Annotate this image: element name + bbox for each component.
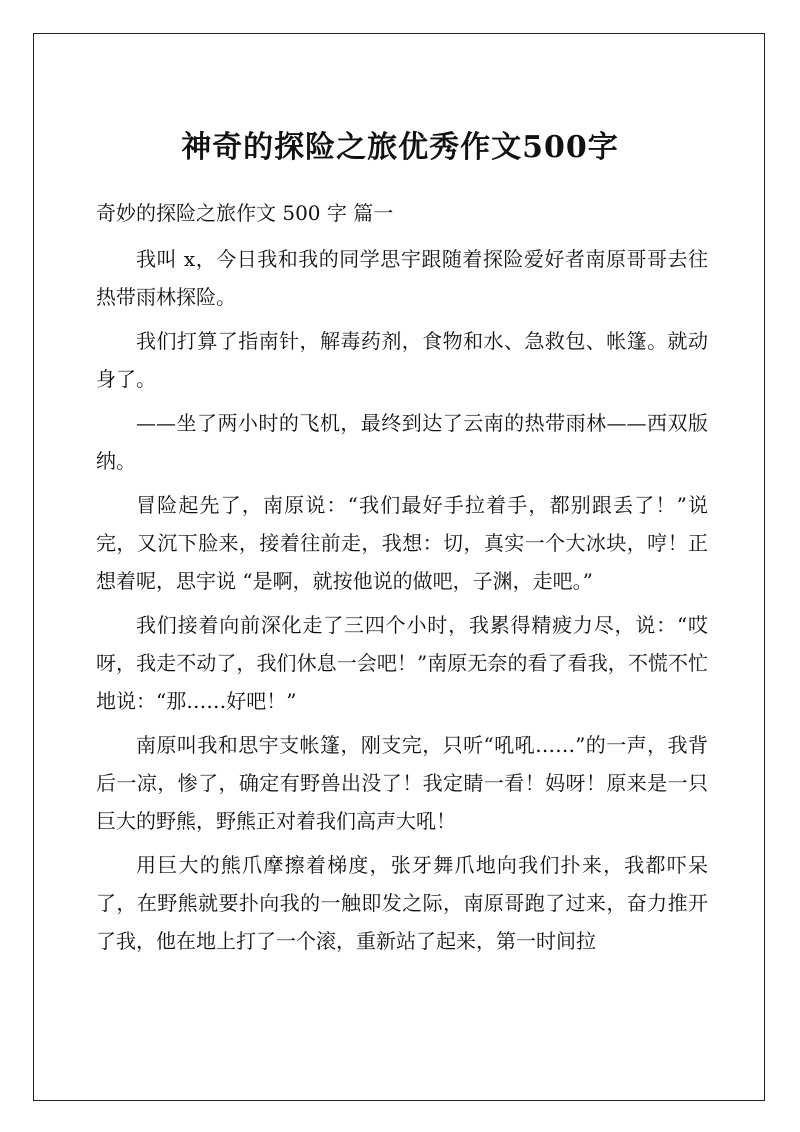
paragraph: ——坐了两小时的飞机，最终到达了云南的热带雨林——西双版纳。 [96,411,708,473]
document-title: 神奇的探险之旅优秀作文500字 [181,130,619,165]
paragraph: 我们打算了指南针，解毒药剂，食物和水、急救包、帐篷。就动身了。 [96,329,708,391]
paragraph: 冒险起先了，南原说：“我们最好手拉着手，都别跟丢了！”说完，又沉下脸来，接着往前走，我想：切，真实一个大冰块，哼！正想着呢，思宇说 “是啊，就按他说的做吧，子渊，走吧。” [96,493,708,593]
paragraph: 我们接着向前深化走了三四个小时，我累得精疲力尽，说：“哎呀，我走不动了，我们休息一会吧！”南原无奈的看了看我，不慌不忙地说：“那……好吧！” [96,613,708,713]
article-body [96,240,708,960]
paragraph: 我叫 x，今日我和我的同学思宇跟随着探险爱好者南原哥哥去往热带雨林探险。 [96,247,708,309]
article-subtitle: 奇妙的探险之旅作文 500 字 篇一 [96,201,394,225]
paragraph: 用巨大的熊爪摩擦着梯度，张牙舞爪地向我们扑来，我都吓呆了，在野熊就要扑向我的一触即发之际，南原哥跑了过来，奋力推开了我，他在地上打了一个滚，重新站了起来，第一时间拉 [96,853,708,953]
paragraph: 南原叫我和思宇支帐篷，刚支完，只听“吼吼……”的一声，我背后一凉，惨了，确定有野兽出没了！我定睛一看！妈呀！原来是一只巨大的野熊，野熊正对着我们高声大吼！ [96,733,708,833]
